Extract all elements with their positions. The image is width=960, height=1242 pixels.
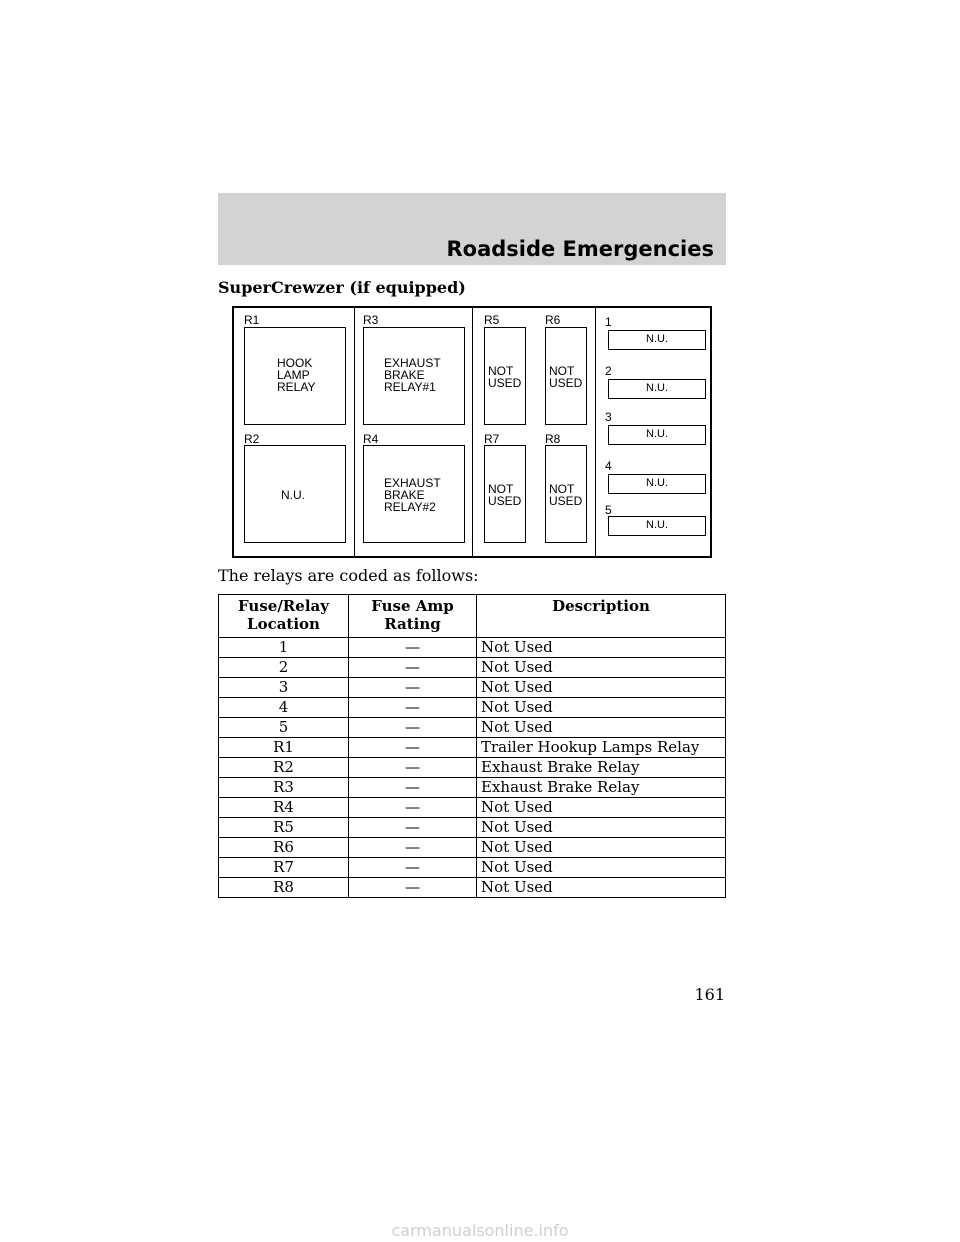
relay-label-r5: R5 xyxy=(484,313,500,327)
header-line: Location xyxy=(247,615,320,633)
table-row xyxy=(219,858,726,878)
cell-rating: — xyxy=(349,678,477,698)
fuse-number: 4 xyxy=(605,459,612,473)
table-row xyxy=(219,758,726,778)
table-row xyxy=(219,818,726,838)
column-header-rating xyxy=(349,595,477,638)
cell-rating: — xyxy=(349,738,477,758)
relay-text: USED xyxy=(549,376,583,390)
cell-rating: — xyxy=(349,798,477,818)
relay-box-diagram xyxy=(232,306,712,558)
divider-line xyxy=(595,308,596,556)
cell-location: R2 xyxy=(219,758,349,778)
cell-rating: — xyxy=(349,698,477,718)
cell-location: R6 xyxy=(219,838,349,858)
relay-text: N.U. xyxy=(281,488,305,502)
relay-label-r1: R1 xyxy=(244,313,260,327)
relay-text: EXHAUST xyxy=(384,476,441,490)
cell-description: Exhaust Brake Relay xyxy=(477,778,726,798)
table-row xyxy=(219,658,726,678)
cell-rating: — xyxy=(349,638,477,658)
cell-location: 3 xyxy=(219,678,349,698)
fuse-5: N.U. xyxy=(608,516,706,536)
header-line: Fuse Amp xyxy=(371,597,454,615)
relay-text: EXHAUST xyxy=(384,356,441,370)
table-row xyxy=(219,698,726,718)
table-row xyxy=(219,738,726,758)
cell-description: Not Used xyxy=(477,718,726,738)
relay-label-r8: R8 xyxy=(545,432,561,446)
page-number: 161 xyxy=(694,985,725,1004)
relay-label-r2: R2 xyxy=(244,432,260,446)
cell-description: Not Used xyxy=(477,638,726,658)
cell-location: R1 xyxy=(219,738,349,758)
fuse-number: 1 xyxy=(605,315,612,329)
relay-label-r6: R6 xyxy=(545,313,561,327)
table-header-row xyxy=(219,595,726,638)
relay-text: NOT xyxy=(549,364,575,378)
table-row xyxy=(219,718,726,738)
cell-location: R5 xyxy=(219,818,349,838)
fuse-3: N.U. xyxy=(608,425,706,445)
relay-r3 xyxy=(363,327,465,425)
relay-text: NOT xyxy=(488,482,514,496)
divider-line xyxy=(472,308,473,556)
cell-description: Not Used xyxy=(477,698,726,718)
relay-r5 xyxy=(484,327,526,425)
cell-location: 5 xyxy=(219,718,349,738)
cell-location: R8 xyxy=(219,878,349,898)
cell-description: Not Used xyxy=(477,678,726,698)
cell-rating: — xyxy=(349,878,477,898)
cell-rating: — xyxy=(349,818,477,838)
cell-location: 4 xyxy=(219,698,349,718)
header-line: Fuse/Relay xyxy=(238,597,329,615)
fuse-number: 3 xyxy=(605,410,612,424)
relay-r2 xyxy=(244,445,346,543)
relay-label-r7: R7 xyxy=(484,432,500,446)
watermark: carmanualsonline.info xyxy=(391,1221,569,1240)
divider-line xyxy=(354,308,355,556)
relay-label-r3: R3 xyxy=(363,313,379,327)
relay-r8 xyxy=(545,445,587,543)
relay-text: USED xyxy=(488,494,522,508)
section-header-band xyxy=(218,193,726,265)
cell-rating: — xyxy=(349,778,477,798)
relay-text: HOOK xyxy=(277,356,313,370)
cell-description: Exhaust Brake Relay xyxy=(477,758,726,778)
cell-location: 2 xyxy=(219,658,349,678)
relay-text: NOT xyxy=(488,364,514,378)
table-row xyxy=(219,838,726,858)
relay-text: BRAKE xyxy=(384,368,425,382)
relay-text: RELAY xyxy=(277,380,316,394)
cell-rating: — xyxy=(349,718,477,738)
relay-text: BRAKE xyxy=(384,488,425,502)
cell-description: Not Used xyxy=(477,878,726,898)
relay-r4 xyxy=(363,445,465,543)
table-row xyxy=(219,638,726,658)
relay-r6 xyxy=(545,327,587,425)
table-body xyxy=(219,638,726,898)
relay-text: USED xyxy=(488,376,522,390)
relay-text: USED xyxy=(549,494,583,508)
relay-text: NOT xyxy=(549,482,575,496)
relay-label-r4: R4 xyxy=(363,432,379,446)
fuse-number: 5 xyxy=(605,503,612,517)
relay-text: LAMP xyxy=(277,368,310,382)
table-row xyxy=(219,798,726,818)
cell-description: Not Used xyxy=(477,658,726,678)
cell-rating: — xyxy=(349,758,477,778)
cell-description: Not Used xyxy=(477,838,726,858)
cell-location: 1 xyxy=(219,638,349,658)
column-header-location xyxy=(219,595,349,638)
relay-code-table xyxy=(218,594,726,898)
relay-text: RELAY#2 xyxy=(384,500,436,514)
relay-text: RELAY#1 xyxy=(384,380,436,394)
fuse-4: N.U. xyxy=(608,474,706,494)
cell-description: Not Used xyxy=(477,818,726,838)
table-row xyxy=(219,778,726,798)
header-line: Rating xyxy=(384,615,441,633)
cell-description: Trailer Hookup Lamps Relay xyxy=(477,738,726,758)
relay-r7 xyxy=(484,445,526,543)
column-header-description: Description xyxy=(477,595,726,638)
cell-location: R7 xyxy=(219,858,349,878)
section-heading: SuperCrewzer (if equipped) xyxy=(218,278,466,297)
fuse-2: N.U. xyxy=(608,379,706,399)
cell-rating: — xyxy=(349,858,477,878)
fuse-number: 2 xyxy=(605,364,612,378)
cell-location: R4 xyxy=(219,798,349,818)
relay-r1 xyxy=(244,327,346,425)
cell-description: Not Used xyxy=(477,858,726,878)
section-title: Roadside Emergencies xyxy=(446,237,714,261)
cell-location: R3 xyxy=(219,778,349,798)
cell-rating: — xyxy=(349,838,477,858)
table-row xyxy=(219,678,726,698)
cell-description: Not Used xyxy=(477,798,726,818)
intro-text: The relays are coded as follows: xyxy=(218,566,479,585)
fuse-1: N.U. xyxy=(608,330,706,350)
cell-rating: — xyxy=(349,658,477,678)
table-row xyxy=(219,878,726,898)
